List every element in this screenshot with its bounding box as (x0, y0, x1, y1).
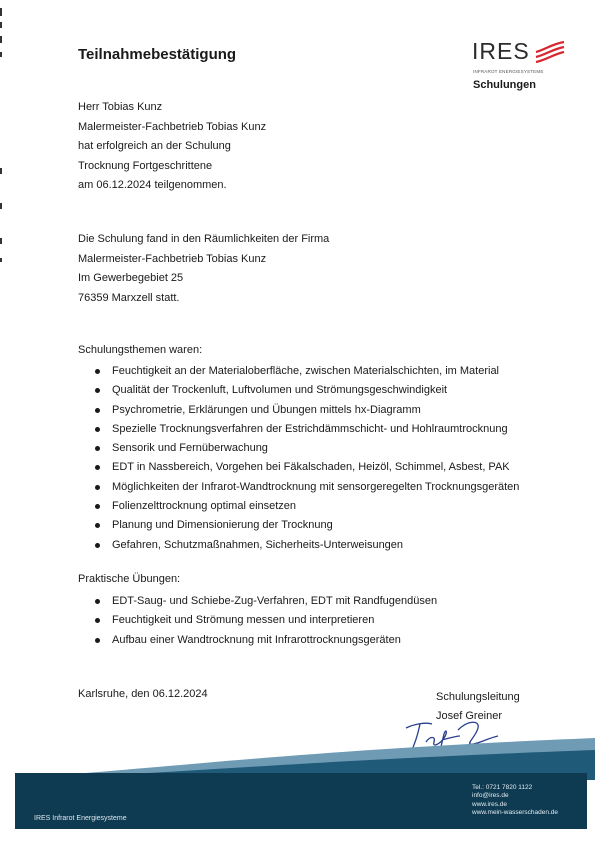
location-line: Die Schulung fand in den Räumlichkeiten der Firma (78, 233, 330, 245)
location-block (78, 230, 329, 308)
topic-item: Gefahren, Schutzmaßnahmen, Sicherheits-Unterweisungen (78, 536, 519, 555)
signatory-role: Schulungsleitung (436, 691, 520, 703)
footer-website-2: www.mein-wasserschaden.de (472, 809, 558, 817)
footer-email: info@ires.de (472, 792, 509, 800)
location-line: Im Gewerbegebiet 25 (78, 272, 184, 284)
document-title: Teilnahmebestätigung (78, 46, 237, 63)
topic-item: Planung und Dimensionierung der Trocknung (78, 516, 519, 535)
topic-item: Spezielle Trocknungsverfahren der Estrichdämmschicht- und Hohlraumtrocknung (78, 420, 519, 439)
topic-item: Möglichkeiten der Infrarot-Wandtrocknung mit sensorgeregelten Trocknungsgeräten (78, 478, 519, 497)
practice-list (78, 592, 437, 650)
signatory-name: Josef Greiner (436, 710, 503, 722)
topics-heading: Schulungsthemen waren: (78, 344, 203, 356)
place-date: Karlsruhe, den 06.12.2024 (78, 688, 208, 700)
topic-item: EDT in Nassbereich, Vorgehen bei Fäkalschaden, Heizöl, Schimmel, Asbest, PAK (78, 458, 519, 477)
practice-item: EDT-Saug- und Schiebe-Zug-Verfahren, EDT mit Randfugendüsen (78, 592, 437, 611)
logo-flame-icon (534, 40, 566, 64)
practice-item: Feuchtigkeit und Strömung messen und interpretieren (78, 611, 437, 630)
topic-item: Qualität der Trockenluft, Luftvolumen und Strömungsgeschwindigkeit (78, 381, 519, 400)
practice-heading: Praktische Übungen: (78, 573, 181, 585)
location-line: Malermeister-Fachbetrieb Tobias Kunz (78, 252, 267, 265)
recipient-line: Trocknung Fortgeschrittene (78, 159, 213, 172)
recipient-line: hat erfolgreich an der Schulung (78, 140, 231, 152)
topic-item: Sensorik und Fernüberwachung (78, 439, 519, 458)
logo-tagline: INFRAROT ENERGIESYSTEME (473, 69, 544, 74)
topic-item: Psychrometrie, Erklärungen und Übungen mittels hx-Diagramm (78, 401, 519, 420)
topic-item: Folienzelttrocknung optimal einsetzen (78, 497, 519, 516)
recipient-line: am 06.12.2024 teilgenommen. (78, 179, 227, 191)
logo-subtitle: Schulungen (473, 79, 536, 91)
footer-phone: Tel.: 0721 7820 1122 (472, 784, 533, 791)
logo-wordmark: IRES (472, 38, 530, 64)
location-line: 76359 Marxzell statt. (78, 291, 180, 304)
recipient-line: Malermeister-Fachbetrieb Tobias Kunz (78, 120, 267, 133)
practice-item: Aufbau einer Wandtrocknung mit Infrarottrocknungsgeräten (78, 631, 437, 650)
footer-website: www.ires.de (472, 800, 508, 808)
recipient-line: Herr Tobias Kunz (78, 101, 163, 113)
footer-company: IRES Infrarot Energiesysteme (34, 815, 127, 822)
ires-logo (472, 38, 572, 94)
topics-list (78, 362, 519, 555)
recipient-block (78, 98, 266, 196)
topic-item: Feuchtigkeit an der Materialoberfläche, zwischen Materialschichten, im Material (78, 362, 519, 381)
footer-contact (472, 784, 558, 818)
